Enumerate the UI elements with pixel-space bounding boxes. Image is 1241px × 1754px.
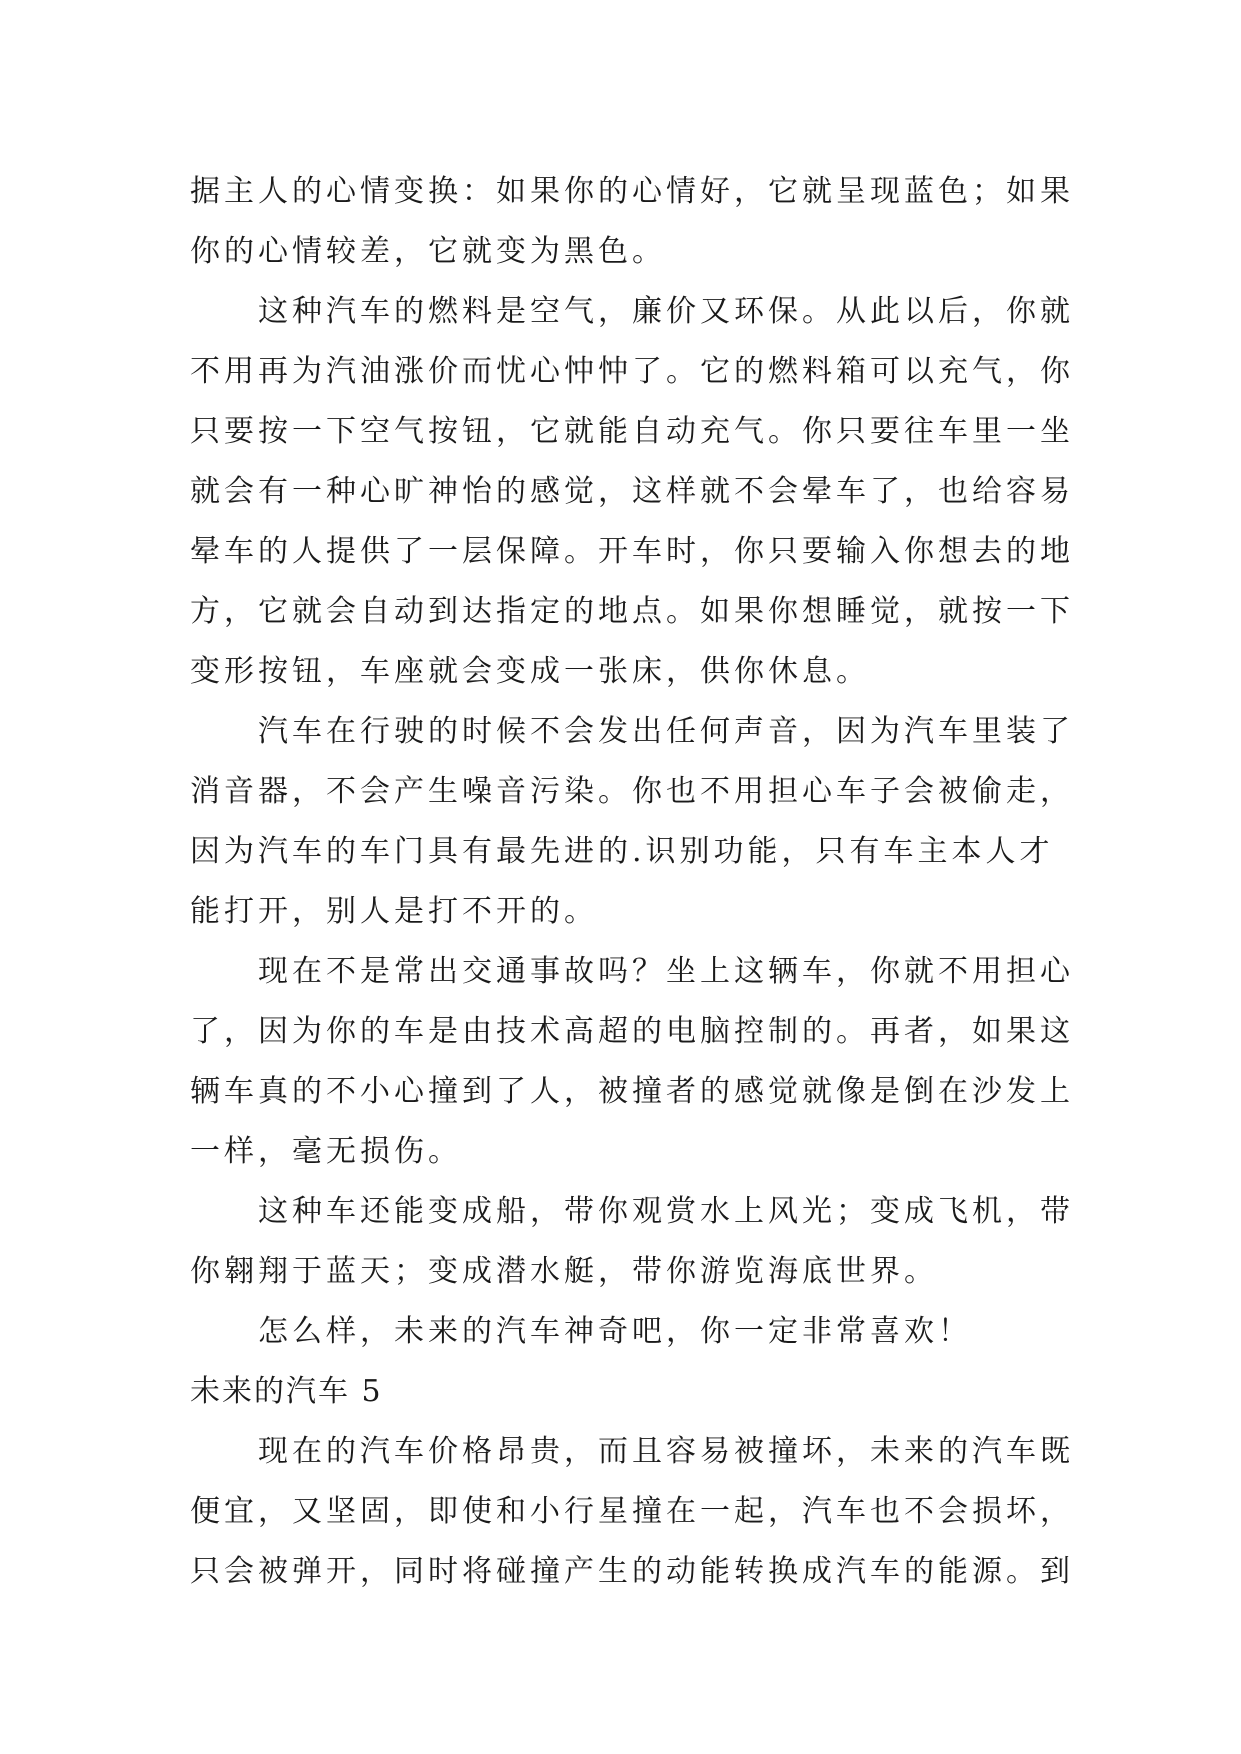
text-line: 便宜，又坚固，即使和小行星撞在一起，汽车也不会损坏， <box>190 1494 1074 1529</box>
text-line: 你的心情较差，它就变为黑色。 <box>190 234 666 269</box>
text-line: 你翱翔于蓝天；变成潜水艇，带你游览海底世界。 <box>190 1254 938 1289</box>
text-line: 消音器，不会产生噪音污染。你也不用担心车子会被偷走， <box>190 774 1074 809</box>
text-line: 辆车真的不小心撞到了人，被撞者的感觉就像是倒在沙发上 <box>190 1074 1074 1109</box>
text-line: 只要按一下空气按钮，它就能自动充气。你只要往车里一坐 <box>190 414 1074 449</box>
text-line: 了，因为你的车是由技术高超的电脑控制的。再者，如果这 <box>190 1014 1074 1049</box>
text-line: 晕车的人提供了一层保障。开车时，你只要输入你想去的地 <box>190 534 1074 569</box>
text-line: 能打开，别人是打不开的。 <box>190 894 598 929</box>
section-heading: 未来的汽车 5 <box>190 1374 383 1409</box>
text-line: 变形按钮，车座就会变成一张床，供你休息。 <box>190 654 870 689</box>
text-line: 方，它就会自动到达指定的地点。如果你想睡觉，就按一下 <box>190 594 1074 629</box>
text-line: 据主人的心情变换：如果你的心情好，它就呈现蓝色；如果 <box>190 174 1074 209</box>
text-line: 不用再为汽油涨价而忧心忡忡了。它的燃料箱可以充气，你 <box>190 354 1074 389</box>
text-line: 一样，毫无损伤。 <box>190 1134 462 1169</box>
paragraph-start-line: 这种汽车的燃料是空气，廉价又环保。从此以后，你就 <box>258 294 1074 329</box>
paragraph-start-line: 这种车还能变成船，带你观赏水上风光；变成飞机，带 <box>258 1194 1074 1229</box>
paragraph-start-line: 现在的汽车价格昂贵，而且容易被撞坏，未来的汽车既 <box>258 1434 1074 1469</box>
paragraph-start-line: 现在不是常出交通事故吗？坐上这辆车，你就不用担心 <box>258 954 1074 989</box>
paragraph-start-line: 怎么样，未来的汽车神奇吧，你一定非常喜欢！ <box>258 1314 972 1349</box>
paragraph-start-line: 汽车在行驶的时候不会发出任何声音，因为汽车里装了 <box>258 714 1074 749</box>
text-line: 因为汽车的车门具有最先进的.识别功能，只有车主本人才 <box>190 834 1054 869</box>
text-line: 就会有一种心旷神怡的感觉，这样就不会晕车了，也给容易 <box>190 474 1074 509</box>
document-body <box>190 162 1074 1602</box>
text-line: 只会被弹开，同时将碰撞产生的动能转换成汽车的能源。到 <box>190 1554 1074 1589</box>
